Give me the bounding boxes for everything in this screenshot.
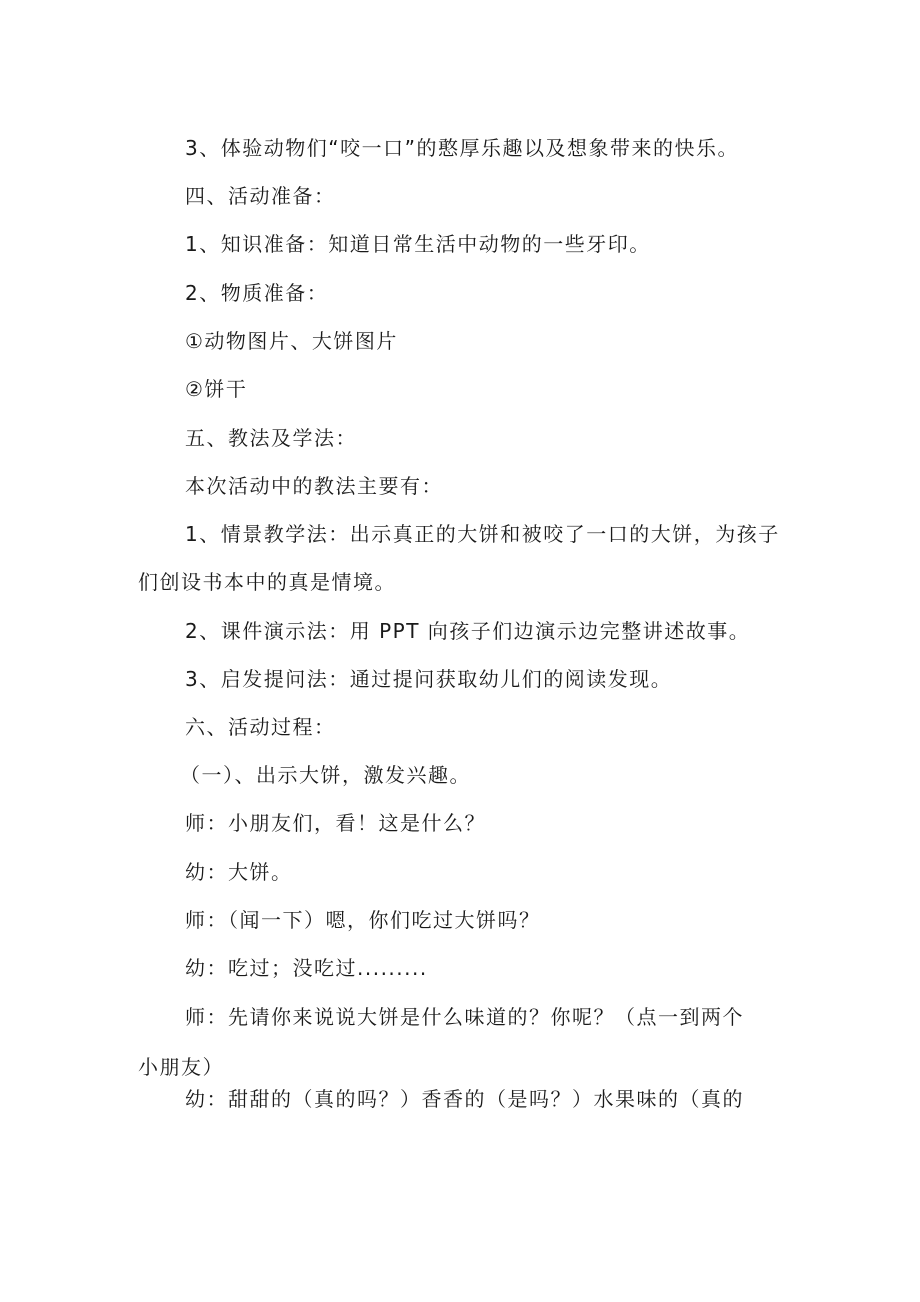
paragraph-line: ①动物图片、大饼图片 xyxy=(185,329,398,353)
paragraph-line: 3、体验动物们“咬一口”的憨厚乐趣以及想象带来的快乐。 xyxy=(185,136,739,160)
paragraph-line: 1、情景教学法：出示真正的大饼和被咬了一口的大饼，为孩子 xyxy=(185,522,780,546)
dialogue-line: 幼：吃过；没吃过......... xyxy=(185,956,428,980)
dialogue-line: 幼：大饼。 xyxy=(185,860,293,884)
paragraph-line: 3、启发提问法：通过提问获取幼儿们的阅读发现。 xyxy=(185,667,673,691)
dialogue-line: 师：（闻一下）嗯，你们吃过大饼吗？ xyxy=(185,908,541,932)
paragraph-line: 2、课件演示法：用 PPT 向孩子们边演示边完整讲述故事。 xyxy=(185,619,751,643)
paragraph-line: ②饼干 xyxy=(185,377,248,401)
dialogue-line: 小朋友） xyxy=(138,1055,224,1079)
paragraph-line: 1、知识准备：知道日常生活中动物的一些牙印。 xyxy=(185,232,651,256)
dialogue-line: 师：小朋友们，看！这是什么？ xyxy=(185,811,486,835)
section-heading: 五、教法及学法： xyxy=(185,426,357,450)
section-heading: 四、活动准备： xyxy=(185,184,336,208)
paragraph-line: 本次活动中的教法主要有： xyxy=(185,474,443,498)
dialogue-line: 幼：甜甜的（真的吗？）香香的（是吗？）水果味的（真的 xyxy=(185,1087,744,1111)
section-heading: 六、活动过程： xyxy=(185,715,336,739)
paragraph-line: 2、物质准备： xyxy=(185,281,329,305)
dialogue-line: 师：先请你来说说大饼是什么味道的？你呢？（点一到两个 xyxy=(185,1005,744,1029)
paragraph-line: 们创设书本中的真是情境。 xyxy=(138,570,396,594)
subsection-heading: （一）、出示大饼，激发兴趣。 xyxy=(180,763,471,787)
